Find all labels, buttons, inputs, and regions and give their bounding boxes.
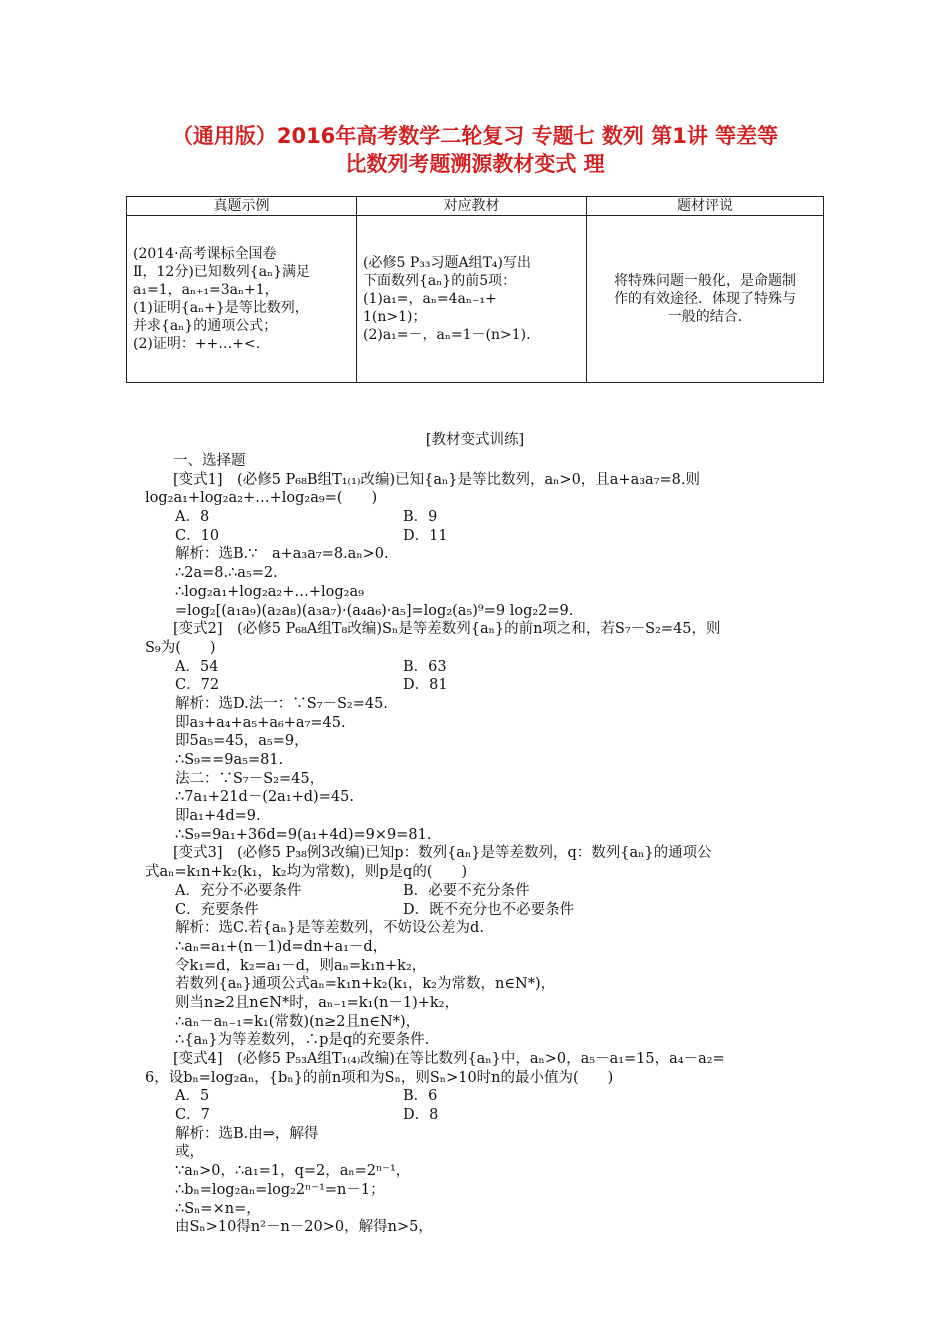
text-line: =log₂[(a₁a₉)(a₂a₈)(a₃a₇)·(a₄a₆)·a₅]=log₂(a₅)⁹=9 log₂2=9.: [175, 602, 574, 619]
exercise-body: [145, 452, 811, 1237]
text-line: [变式2] (必修5 P₆₈A组T₈改编)Sₙ是等差数列{aₙ}的前n项之和，若S₇－S₂=45，则: [173, 621, 721, 638]
option-text: C．72: [175, 677, 220, 694]
document-title: [120, 122, 830, 178]
option-row: [145, 901, 811, 920]
option-row: [145, 1106, 811, 1125]
text-line: 则当n≥2且n∈N*时，aₙ₋₁=k₁(n－1)+k₂，: [175, 994, 459, 1011]
text-line: ∴7a₁+21d－(2a₁+d)=45.: [175, 789, 354, 806]
cell-line: 1(n>1)；: [363, 309, 427, 325]
text-line: [变式4] (必修5 P₅₃A组T₁₍₄₎改编)在等比数列{aₙ}中，aₙ>0，a₅－a₁=15，a₄－a₂=: [173, 1051, 725, 1067]
text-line: 法二：∵S₇－S₂=45，: [175, 770, 325, 787]
header-real-exam: 真题示例: [127, 197, 357, 216]
table-header-row: [127, 197, 824, 216]
option-text: A．54: [175, 658, 219, 675]
title-line-1: （通用版）2016年高考数学二轮复习 专题七 数列 第1讲 等差等: [171, 124, 779, 148]
cell-line: (1)a₁=，aₙ=4aₙ₋₁+: [363, 291, 497, 307]
cell-line: (1)证明{aₙ+}是等比数列，: [133, 300, 309, 316]
text-line: ∴S₉=9a₁+36d=9(a₁+4d)=9×9=81.: [175, 826, 432, 843]
option-row: [145, 1087, 811, 1106]
section-title: [教材变式训练]: [425, 432, 525, 448]
text-line: 由Sₙ>10得n²－n－20>0，解得n>5，: [175, 1219, 433, 1236]
option-text: B．63: [403, 658, 447, 675]
text-line: ∴aₙ－aₙ₋₁=k₁(常数)(n≥2且n∈N*)，: [175, 1013, 421, 1030]
text-line: ∴aₙ=a₁+(n－1)d=dn+a₁－d，: [175, 938, 388, 955]
header-textbook: 对应教材: [357, 197, 587, 216]
cell-line: 将特殊问题一般化，是命题制: [614, 273, 796, 289]
cell-real-exam: [127, 216, 357, 383]
cell-line: 并求{aₙ}的通项公式；: [133, 318, 278, 334]
option-text: C．充要条件: [175, 901, 259, 918]
option-text: A．8: [175, 509, 210, 526]
cell-line: (2)证明：++…+<.: [133, 336, 261, 352]
option-text: B．6: [403, 1088, 438, 1105]
option-row: [145, 508, 811, 527]
option-text: C．10: [175, 527, 220, 544]
text-line: ∴S₉==9a₅=81.: [175, 752, 284, 768]
cell-textbook: [357, 216, 587, 383]
option-text: D．81: [403, 677, 448, 694]
option-text: B．必要不充分条件: [403, 882, 530, 899]
cell-line: 下面数列{aₙ}的前5项：: [363, 273, 517, 289]
text-line: ∴{aₙ}为等差数列，∴p是q的充要条件.: [175, 1032, 430, 1049]
table-row: [127, 216, 824, 383]
text-line: ∴bₙ=log₂aₙ=log₂2ⁿ⁻¹=n－1；: [175, 1181, 385, 1198]
text-line: [变式3] (必修5 P₃₈例3改编)已知p：数列{aₙ}是等差数列，q：数列{aₙ}的通项公: [173, 845, 712, 862]
option-row: [145, 527, 811, 546]
text-line: 解析：选B.∵ a+a₃a₇=8.aₙ>0.: [175, 546, 389, 563]
cell-line: Ⅱ，12分)已知数列{aₙ}满足: [133, 264, 311, 280]
option-text: D．既不充分也不必要条件: [403, 901, 575, 918]
text-line: 式aₙ=k₁n+k₂(k₁，k₂均为常数)，则p是q的( ): [145, 864, 468, 881]
text-line: 即a₁+4d=9.: [175, 808, 261, 825]
text-line: 解析：选C.若{aₙ}是等差数列，不妨设公差为d.: [175, 920, 484, 937]
option-text: A．充分不必要条件: [175, 882, 302, 899]
option-text: C．7: [175, 1107, 210, 1124]
text-line: ∴Sₙ=×n=，: [175, 1200, 261, 1217]
text-line: 即a₃+a₄+a₅+a₆+a₇=45.: [175, 714, 346, 731]
text-line: 一、选择题: [173, 453, 246, 469]
text-line: ∴log₂a₁+log₂a₂+…+log₂a₉: [175, 583, 364, 600]
text-line: 或，: [175, 1144, 204, 1161]
option-row: [145, 658, 811, 677]
cell-line: (2)a₁=－，aₙ=1－(n>1).: [363, 327, 531, 343]
cell-line: 作的有效途径．体现了特殊与: [614, 291, 796, 307]
cell-line: (2014·高考课标全国卷: [133, 246, 277, 262]
cell-line: a₁=1，aₙ₊₁=3aₙ+1，: [133, 282, 279, 298]
text-line: ∵aₙ>0，∴a₁=1，q=2，aₙ=2ⁿ⁻¹，: [175, 1163, 411, 1180]
source-table: [126, 196, 824, 383]
cell-line: 一般的结合.: [667, 309, 743, 325]
text-line: 即5a₅=45，a₅=9，: [175, 733, 309, 750]
text-line: 解析：选D.法一：∵S₇－S₂=45.: [175, 695, 388, 712]
header-comment: 题材评说: [587, 197, 824, 216]
text-line: S₉为( ): [145, 639, 216, 656]
option-row: [145, 676, 811, 695]
cell-comment: [587, 216, 824, 383]
text-line: 若数列{aₙ}通项公式aₙ=k₁n+k₂(k₁，k₂为常数，n∈N*)，: [175, 976, 556, 993]
cell-line: (必修5 P₃₃习题A组T₄)写出: [363, 255, 531, 271]
option-text: B．9: [403, 509, 438, 526]
option-text: A．5: [175, 1088, 210, 1105]
text-line: 令k₁=d，k₂=a₁－d，则aₙ=k₁n+k₂，: [175, 957, 427, 974]
option-row: [145, 882, 811, 901]
option-text: D．8: [403, 1107, 439, 1124]
title-line-2: 比数列考题溯源教材变式 理: [345, 152, 605, 176]
text-line: log₂a₁+log₂a₂+…+log₂a₉=( ): [145, 490, 378, 507]
text-line: [变式1] (必修5 P₆₈B组T₁₍₁₎改编)已知{aₙ}是等比数列，aₙ>0，且a+a₃a₇=8.则: [173, 471, 700, 488]
option-text: D．11: [403, 527, 448, 544]
text-line: ∴2a=8.∴a₅=2.: [175, 565, 278, 582]
text-line: 6，设bₙ=log₂aₙ，{bₙ}的前n项和为Sₙ，则Sₙ>10时n的最小值为( ): [145, 1069, 614, 1086]
text-line: 解析：选B.由⇒，解得: [175, 1125, 319, 1142]
